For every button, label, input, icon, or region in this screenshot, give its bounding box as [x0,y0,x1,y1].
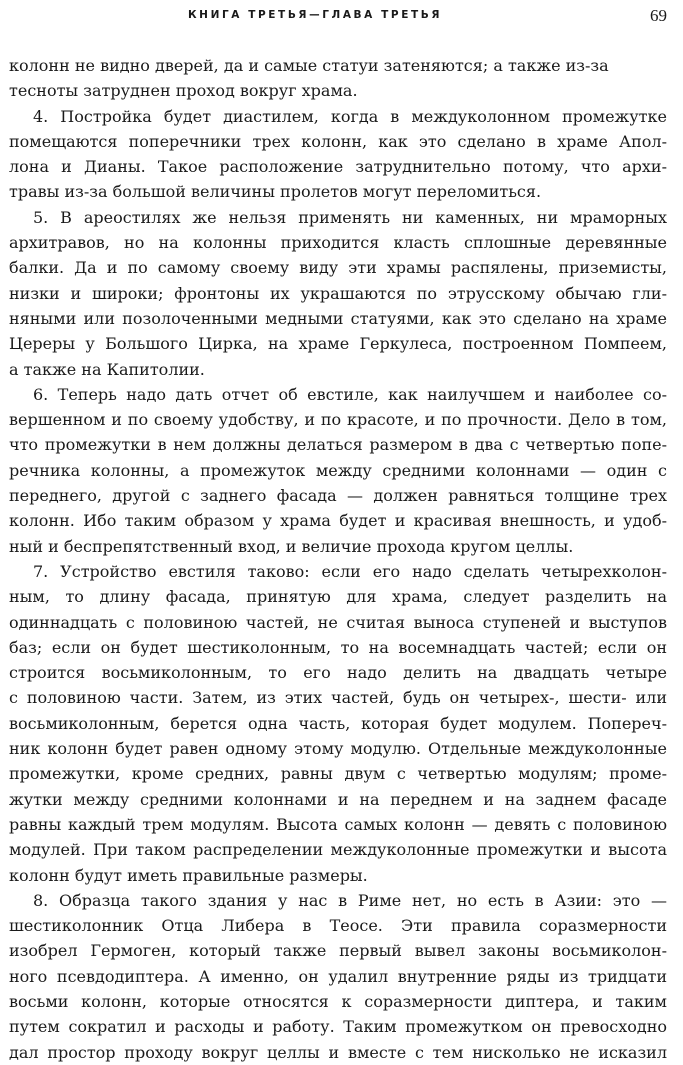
paragraph-8-start: 8. Образца такого здания у нас в Риме нет, но есть в Азии: это — [33,890,667,910]
text-line: с половиною части. Затем, из этих частей, будь он четырех-, шести- или [9,688,667,708]
text-line: равны каждый трем модулям. Высота самых колонн — девять с половиною [9,814,667,834]
text-line: няными или позолоченными медными статуями, как это сделано на храме [9,308,667,328]
text-line: модулей. При таком распределении междуколонные промежутки и высота [9,840,667,860]
text-line: одиннадцать с половиною частей, не считая выноса ступеней и выступов [9,612,667,632]
text-line: строится восьмиколонным, то его надо делить на двадцать четыре [9,663,667,683]
text-line: низки и широки; фронтоны их украшаются по этрусскому обычаю гли- [9,283,667,303]
text-line: дал простор проходу вокруг целлы и вместе с тем нисколько не исказил [9,1042,667,1062]
text-line: жутки между средними колоннами и на переднем и на заднем фасаде [9,789,667,809]
text-line: изобрел Гермоген, который также первый вывел законы восьмиколон- [9,941,667,961]
text-line: ного псевдодиптера. А именно, он удалил внутренние ряды из тридцати [9,966,667,986]
text-line: травы из-за большой величины пролетов могут переломиться. [9,182,542,202]
text-line: помещаются поперечники трех колонн, как это сделано в храме Апол- [9,131,667,151]
text-line: восьми колонн, которые относятся к соразмерности диптера, и таким [9,991,667,1011]
text-line: архитравов, но на колонны приходится класть сплошные деревянные [9,233,667,253]
text-line: а также на Капитолии. [9,359,205,379]
text-line: путем сократил и расходы и работу. Таким промежутком он превосходно [9,1017,667,1037]
paragraph-7-start: 7. Устройство евстиля таково: если его надо сделать четырехколон- [33,561,667,581]
text-line: баз; если он будет шестиколонным, то на восемнадцать частей; если он [9,637,667,657]
text-line: лона и Дианы. Такое расположение затруднительно потому, что архи- [9,157,667,177]
text-line: вершенном и по своему удобству, и по красоте, и по прочности. Дело в том, [9,410,667,430]
body-text [9,53,667,1065]
page-header [0,6,683,30]
text-line: колонн будут иметь правильные размеры. [9,865,368,885]
text-line: переднего, другой с заднего фасада — должен равняться толщине трех [9,486,667,506]
text-line: ник колонн будет равен одному этому модулю. Отдельные междуколонные [9,739,667,759]
paragraph-5-start: 5. В ареостилях же нельзя применять ни каменных, ни мраморных [33,207,667,227]
text-line: восьмиколонным, берется одна часть, которая будет модулем. Попереч- [9,713,667,733]
paragraph-4-start: 4. Постройка будет диастилем, когда в междуколонном промежутке [33,106,667,126]
text-line: колонн. Ибо таким образом у храма будет и красивая внешность, и удоб- [9,511,667,531]
paragraph-6-start: 6. Теперь надо дать отчет об евстиле, как наилучшем и наиболее со- [33,384,667,404]
text-line: колонн не видно дверей, да и самые статуи затеняются; а также из-за [9,56,609,75]
text-line: что промежутки в нем должны делаться размером в два с четвертью попе- [9,435,667,455]
running-head: КНИГА ТРЕТЬЯ—ГЛАВА ТРЕТЬЯ [188,9,443,21]
text-line: промежутки, кроме средних, равны двум с четвертью модулям; проме- [9,764,667,784]
text-line: ный и беспрепятственный вход, и величие прохода кругом целлы. [9,536,574,556]
text-line: речника колонны, а промежуток между средними колоннами — один с [9,460,667,480]
text-line: Цереры у Большого Цирка, на храме Геркулеса, построенном Помпеем, [9,334,667,354]
text-line: балки. Да и по самому своему виду эти храмы распялены, приземисты, [9,258,667,278]
page-number: 69 [650,6,667,25]
text-line: ным, то длину фасада, принятую для храма, следует разделить на [9,587,667,607]
text-line: тесноты затруднен проход вокруг храма. [9,81,358,101]
text-line: шестиколонник Отца Либера в Теосе. Эти правила соразмерности [9,916,667,936]
